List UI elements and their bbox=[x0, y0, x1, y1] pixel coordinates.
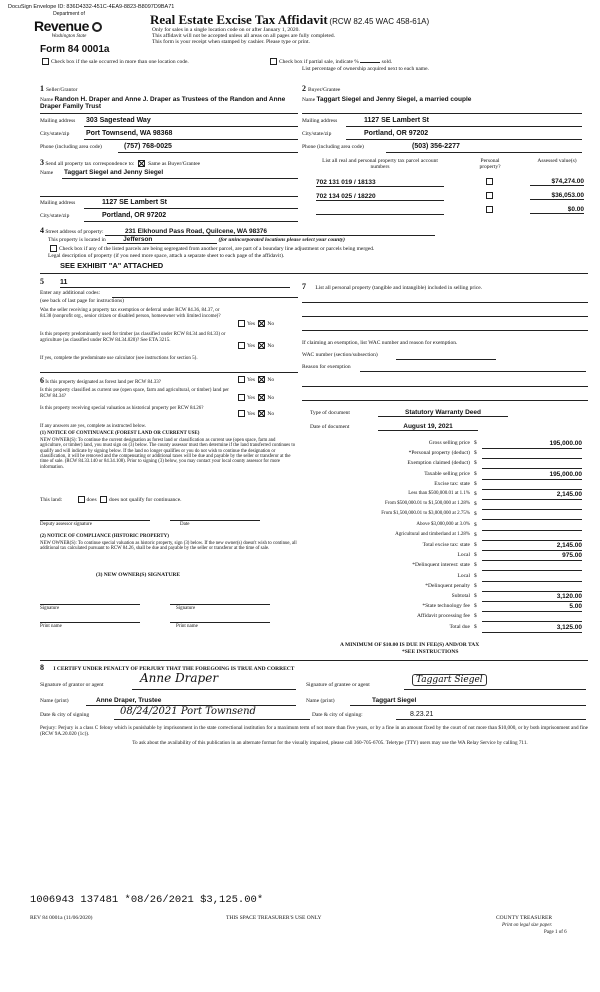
tax-row bbox=[322, 603, 582, 613]
seller-city-value[interactable]: Port Townsend, WA 98368 bbox=[86, 130, 173, 137]
tax-row-value[interactable] bbox=[482, 522, 582, 531]
section7-row bbox=[302, 282, 588, 291]
section3-num: 3 bbox=[40, 158, 44, 167]
section3-city-value[interactable]: Portland, OR 97202 bbox=[102, 212, 167, 219]
tax-row-value[interactable] bbox=[482, 501, 582, 510]
seller-num: 1 bbox=[40, 84, 44, 93]
availability-text: To ask about the availability of this publication in an alternate format for the visually impaired, please call 360-705-6705. Teletype (TTY) users may use the WA Relay Service by calling 711. bbox=[132, 740, 528, 746]
q2-no-checkbox[interactable] bbox=[258, 342, 265, 349]
parcel-number[interactable]: 702 134 025 / 18220 bbox=[316, 193, 444, 201]
tax-row-value[interactable]: 3,120.00 bbox=[482, 593, 582, 602]
notice2-title: (2) NOTICE OF COMPLIANCE (HISTORIC PROPERTY) bbox=[40, 534, 169, 539]
seller-name-row bbox=[40, 96, 298, 111]
certify-text: I CERTIFY UNDER PENALTY OF PERJURY THAT THE FOREGOING IS TRUE AND CORRECT bbox=[53, 666, 295, 672]
tax-row-value[interactable] bbox=[482, 450, 582, 459]
does-label: does bbox=[86, 496, 97, 503]
tax-row bbox=[322, 511, 582, 521]
dollar-sign: $ bbox=[474, 440, 477, 446]
dollar-sign: $ bbox=[474, 501, 477, 508]
grantor-date-label: Date & city of signing bbox=[40, 712, 90, 718]
tax-row-value[interactable] bbox=[482, 481, 582, 490]
historic-yes-checkbox[interactable] bbox=[238, 410, 245, 417]
section7-text: List all personal property (tangible and intangible) included in selling price. bbox=[315, 285, 483, 291]
rev-number: REV 84 0001a (11/06/2020) bbox=[30, 915, 93, 921]
grantor-signature[interactable]: Anne Draper bbox=[140, 671, 219, 685]
tax-row-value[interactable]: 2,145.00 bbox=[482, 542, 582, 551]
tax-row bbox=[322, 613, 582, 623]
tax-row bbox=[322, 491, 582, 501]
grantee-date-city[interactable]: 8.23.21 bbox=[410, 711, 434, 718]
dollar-sign: $ bbox=[474, 460, 477, 467]
does-not-label: does not qualify for continuance. bbox=[109, 496, 182, 503]
deputy-date-label: Date bbox=[180, 522, 190, 527]
seller-mail-value[interactable]: 303 Sagestead Way bbox=[86, 117, 151, 124]
buyer-name-value[interactable]: Taggart Siegel and Jenny Siegel, a married couple bbox=[316, 96, 472, 103]
seller-phone-label: Phone (including area code) bbox=[40, 144, 102, 150]
buyer-phone-value[interactable]: (503) 356-2277 bbox=[412, 143, 460, 150]
tax-row-label: Local bbox=[457, 552, 470, 559]
buyer-mail-value[interactable]: 1127 SE Lambert St bbox=[364, 117, 429, 124]
tax-row-value[interactable]: 195,000.00 bbox=[482, 471, 582, 480]
assessed-header: Assessed value(s) bbox=[537, 158, 577, 164]
header-note-3: This form is your receipt when stamped by cashier. Please type or print. bbox=[152, 39, 310, 45]
section4-num: 4 bbox=[40, 226, 44, 235]
tax-row bbox=[322, 624, 582, 634]
envelope-id: DocuSign Envelope ID: 836D4332-451C-4EA9-8823-B8097D9BA71 bbox=[8, 4, 175, 10]
dollar-sign: $ bbox=[474, 552, 477, 559]
dollar-sign: $ bbox=[474, 480, 477, 487]
tax-row bbox=[322, 481, 582, 491]
section8-num: 8 bbox=[40, 663, 44, 672]
tax-row-value[interactable] bbox=[482, 511, 582, 520]
tax-row bbox=[322, 583, 582, 593]
segregated-checkbox[interactable] bbox=[50, 245, 57, 252]
section6-num: 6 bbox=[40, 376, 44, 385]
buyer-city-value[interactable]: Portland, OR 97202 bbox=[364, 130, 429, 137]
yes-label: Yes bbox=[247, 394, 256, 401]
seller-section bbox=[40, 84, 290, 93]
section4-address-row bbox=[40, 226, 435, 236]
section6-q3: Is this property receiving special valuation as historical property per RCW 84.26? bbox=[40, 406, 204, 411]
tax-row-label: Above $3,000,000 at 3.0% bbox=[416, 521, 470, 527]
revenue-text: Revenue bbox=[34, 17, 89, 34]
buyer-name-label: Name bbox=[302, 97, 316, 103]
historic-no-checkbox[interactable] bbox=[258, 410, 265, 417]
treasurer-use-label: THIS SPACE TREASURER'S USE ONLY bbox=[226, 915, 322, 921]
dollar-sign: $ bbox=[474, 593, 477, 599]
dollar-sign: $ bbox=[474, 613, 477, 620]
tax-row bbox=[322, 593, 582, 603]
revenue-emblem-icon bbox=[92, 22, 102, 32]
county-treasurer-label: COUNTY TREASURER bbox=[496, 915, 553, 921]
grantee-name-label: Name (print) bbox=[306, 698, 335, 704]
same-as-buyer-checkbox[interactable] bbox=[138, 160, 145, 167]
revenue-logo bbox=[34, 12, 104, 40]
buyer-heading: Buyer/Grantee bbox=[308, 87, 341, 93]
multi-location-label: Check box if the sale occurred in more than one location code. bbox=[51, 58, 189, 65]
doc-type-value[interactable]: Statutory Warranty Deed bbox=[378, 409, 508, 417]
tax-row bbox=[322, 440, 582, 450]
dollar-sign: $ bbox=[474, 521, 477, 528]
no-label: No bbox=[267, 410, 275, 417]
buyer-num: 2 bbox=[302, 84, 306, 93]
tax-row-value[interactable] bbox=[482, 613, 582, 622]
section5-q1: Was the seller receiving a property tax exemption or deferral under RCW 84.36, 84.37, or 84.38 (nonprofit org., senior citizen or disabled person, homeowner with limited income)? bbox=[40, 308, 221, 319]
q2-yes-checkbox[interactable] bbox=[238, 342, 245, 349]
multi-location-check[interactable] bbox=[40, 58, 189, 65]
seller-mail-label: Mailing address bbox=[40, 118, 76, 124]
current-use-yes-checkbox[interactable] bbox=[238, 394, 245, 401]
forest-yes-checkbox[interactable] bbox=[238, 376, 245, 383]
buyer-phone-label: Phone (including area code) bbox=[302, 144, 364, 150]
dollar-sign: $ bbox=[474, 572, 477, 579]
tax-row-label: Total excise tax: state bbox=[422, 542, 470, 548]
section5-num: 5 bbox=[40, 277, 44, 286]
county-select[interactable]: Jefferson bbox=[107, 236, 217, 244]
street-address-value[interactable]: 231 Elkhound Pass Road, Quilcene, WA 98376 bbox=[105, 228, 435, 236]
same-as-buyer-label: Same as Buyer/Grantee bbox=[148, 161, 201, 167]
doc-type-label: Type of document bbox=[310, 410, 350, 416]
notice1-body: NEW OWNER(S): To continue the current designation as forest land or classification as current use (open space, farm and agriculture, or timber) land, you must sign on (3) below. The county assessor must then determine if the land transferred continues to qualify and will indicate by signing below. If the land no longer qualifies or you do not wish to continue the designation or classification, it will be removed and the compensating or additional taxes will be due and payable by the seller or transferor at the time of sale. (RCW 84.33.140 or 84.34.108). Prior to signing (3) below, you may contact your local county assessor for more information. bbox=[40, 438, 296, 470]
current-use-no-checkbox[interactable] bbox=[258, 394, 265, 401]
section6-q2-answers bbox=[236, 394, 274, 401]
section3-row bbox=[40, 158, 200, 167]
see-back-label: (see back of last page for instructions) bbox=[40, 298, 124, 304]
enter-codes-label: Enter any additional codes: bbox=[40, 290, 101, 296]
state-label: Washington State bbox=[51, 33, 87, 39]
tax-row-label: Total due bbox=[449, 623, 470, 630]
section5-q2-answers bbox=[236, 342, 274, 349]
tax-row-label: Agricultural and timberland at 1.28% bbox=[395, 531, 470, 537]
seller-phone-value[interactable]: (757) 768-0025 bbox=[124, 143, 172, 150]
tax-row bbox=[322, 522, 582, 532]
seller-name-label: Name bbox=[40, 97, 54, 103]
this-land-row bbox=[40, 496, 182, 503]
dollar-sign: $ bbox=[474, 623, 477, 630]
multi-location-checkbox[interactable] bbox=[42, 58, 49, 65]
tax-row-value[interactable] bbox=[482, 460, 582, 469]
grantee-date-label: Date & city of signing: bbox=[312, 712, 363, 718]
dollar-sign: $ bbox=[474, 603, 477, 610]
buyer-city-label: City/state/zip bbox=[302, 131, 332, 137]
seller-name-value[interactable]: Randon H. Draper and Anne J. Draper as Trustees of the Randon and Anne Draper Family Trust bbox=[40, 96, 286, 111]
personal-property-header: Personal property? bbox=[479, 158, 501, 171]
new-owner-sig-label-1: Signature bbox=[40, 606, 60, 611]
minimum-note: A MINIMUM OF $10.00 IS DUE IN FEE(S) AND/OR TAX bbox=[340, 642, 480, 648]
tax-row-value[interactable]: 2,145.00 bbox=[482, 491, 582, 500]
parcel-row-1 bbox=[316, 178, 444, 187]
forest-no-checkbox[interactable] bbox=[258, 376, 265, 383]
buyer-section bbox=[302, 84, 340, 93]
buyer-name-row bbox=[302, 96, 592, 103]
dollar-sign: $ bbox=[474, 542, 477, 548]
tax-row-label: Local bbox=[457, 572, 470, 579]
seller-city-label: City/state/zip bbox=[40, 131, 70, 137]
tax-row bbox=[322, 501, 582, 511]
tax-row bbox=[322, 542, 582, 552]
tax-row-value[interactable] bbox=[482, 562, 582, 571]
dollar-sign: $ bbox=[474, 582, 477, 589]
new-owner-print-label-1: Print name bbox=[40, 624, 62, 629]
tax-row-label: *Delinquent interest: state bbox=[412, 562, 470, 569]
grantee-signature[interactable]: Taggart Siegel bbox=[412, 674, 487, 686]
print-legal-note: Print on legal size paper. bbox=[502, 923, 553, 928]
seller-heading: Seller/Grantor bbox=[46, 87, 78, 93]
tax-row-label: *Delinquent penalty bbox=[425, 582, 470, 589]
does-not-checkbox[interactable] bbox=[100, 496, 107, 503]
tax-row-label: Affidavit processing fee bbox=[416, 613, 470, 620]
located-label: This property is located in bbox=[48, 237, 106, 243]
section6-q3-answers bbox=[236, 410, 274, 417]
section6-q1-row bbox=[40, 376, 240, 386]
doc-date-value[interactable]: August 19, 2021 bbox=[378, 423, 478, 431]
section6-q1: Is this property designated as forest land per RCW 84.33? bbox=[45, 380, 161, 385]
segregated-row bbox=[48, 245, 588, 252]
section3-city-label: City/state/zip bbox=[40, 213, 70, 219]
see-instructions-note: *SEE INSTRUCTIONS bbox=[402, 649, 459, 655]
land-use-code[interactable]: 11 bbox=[60, 279, 290, 288]
q1-yes-checkbox[interactable] bbox=[238, 320, 245, 327]
form-title: Real Estate Excise Tax Affidavit bbox=[150, 12, 328, 27]
wac-label: WAC number (section/subsection) bbox=[302, 352, 378, 358]
form-title-block bbox=[150, 13, 590, 28]
q1-no-checkbox[interactable] bbox=[258, 320, 265, 327]
dollar-sign: $ bbox=[474, 450, 477, 457]
partial-sale-sold: sold. bbox=[381, 58, 393, 65]
tax-row-label: From $500,000.01 to $1,500,000 at 1.28% bbox=[385, 501, 470, 507]
grantor-name-label: Name (print) bbox=[40, 698, 69, 704]
tax-row-value[interactable] bbox=[482, 532, 582, 541]
tax-row bbox=[322, 573, 582, 583]
tax-row-label: Less than $500,000.01 at 1.1% bbox=[408, 491, 470, 496]
dollar-sign: $ bbox=[474, 491, 477, 497]
partial-sale-check[interactable] bbox=[268, 58, 392, 65]
tax-row bbox=[322, 562, 582, 572]
section3-text: Send all property tax correspondence to: bbox=[45, 161, 135, 167]
tax-row bbox=[322, 450, 582, 460]
dept-label: Department of bbox=[53, 11, 85, 17]
no-label: No bbox=[267, 320, 275, 327]
tax-row-value[interactable] bbox=[482, 573, 582, 582]
section6-q1-answers bbox=[236, 376, 274, 383]
tax-row bbox=[322, 460, 582, 470]
no-label: No bbox=[267, 342, 275, 349]
parcel-number[interactable]: 702 131 019 / 18133 bbox=[316, 179, 444, 187]
header-note-2: This affidavit will not be accepted unless all areas on all pages are fully completed. bbox=[152, 33, 336, 39]
form-title-suffix: (RCW 82.45 WAC 458-61A) bbox=[329, 17, 430, 26]
yes-label: Yes bbox=[247, 342, 256, 349]
parcel-row-2 bbox=[316, 192, 444, 201]
treasurer-stamp: 1006943 137481 *08/26/2021 $3,125.00* bbox=[30, 894, 264, 906]
new-owner-sig-title: (3) NEW OWNER(S) SIGNATURE bbox=[96, 572, 180, 578]
no-label: No bbox=[267, 376, 275, 383]
section3-mail-label: Mailing address bbox=[40, 200, 76, 206]
grantee-name-value[interactable]: Taggart Siegel bbox=[372, 697, 417, 704]
if-yes-note: If any answers are yes, complete as instructed below. bbox=[40, 424, 147, 429]
parcel-row-3 bbox=[316, 206, 444, 217]
new-owner-sig-label-2: Signature bbox=[176, 606, 196, 611]
tax-row-label: *Personal property (deduct) bbox=[408, 450, 470, 457]
perjury-text: Perjury: Perjury is a class C felony which is punishable by imprisonment in the state correctional institution for a maximum term of not more than five years, or by a fine in an amount fixed by the court of not more than $10,000, or by both imprisonment and fine (RCW 9A.20.020 (1c)). bbox=[40, 725, 588, 737]
partial-sale-pct-field[interactable] bbox=[360, 62, 380, 63]
buyer-mail-label: Mailing address bbox=[302, 118, 338, 124]
assessed-value[interactable]: $0.00 bbox=[530, 206, 584, 214]
form-number: Form 84 0001a bbox=[40, 44, 110, 55]
partial-sale-checkbox[interactable] bbox=[270, 58, 277, 65]
this-land-label: This land: bbox=[40, 496, 63, 503]
header-note-1: Only for sales in a single location code on or after January 1, 2020. bbox=[152, 27, 300, 33]
deputy-sig-label: Deputy assessor signature bbox=[40, 522, 92, 527]
legal-description-label: Legal description of property (if you need more space, attach a separate sheet to each page of the affidavit). bbox=[48, 253, 285, 259]
section5-q2: Is this property predominantly used for timber (as classified under RCW 84.34 and 84.33) or agriculture (as classified under RCW 84.34.020)? See ETA 3215. bbox=[40, 332, 226, 343]
assessed-value[interactable]: $36,053.00 bbox=[530, 192, 584, 200]
tax-row-value[interactable]: 3,125.00 bbox=[482, 624, 582, 633]
page-number: Page 1 of 6 bbox=[544, 930, 567, 935]
tax-row-label: Taxable selling price bbox=[424, 470, 470, 477]
yes-label: Yes bbox=[247, 320, 256, 327]
section3-name-value[interactable]: Taggart Siegel and Jenny Siegel bbox=[64, 169, 164, 176]
partial-sale-label: Check box if partial sale, indicate % bbox=[279, 58, 359, 65]
tax-row-value[interactable]: 5.00 bbox=[482, 603, 582, 612]
personal-property-checkbox-1[interactable] bbox=[486, 178, 493, 185]
legal-description-value[interactable]: SEE EXHIBIT "A" ATTACHED bbox=[60, 261, 164, 270]
tax-row-value[interactable]: 975.00 bbox=[482, 552, 582, 561]
doc-date-label: Date of document bbox=[310, 424, 350, 430]
grantor-sig-label: Signature of grantor or agent bbox=[40, 682, 104, 688]
exemption-note: If claiming an exemption, list WAC number and reason for exemption. bbox=[302, 340, 458, 346]
list-pct-note: List percentage of ownership acquired next to each name. bbox=[302, 66, 429, 72]
dollar-sign: $ bbox=[474, 470, 477, 477]
tax-row-value[interactable] bbox=[482, 583, 582, 592]
tax-row-label: Gross selling price bbox=[428, 440, 470, 446]
dollar-sign: $ bbox=[474, 562, 477, 569]
assessed-value[interactable]: $74,274.00 bbox=[530, 178, 584, 186]
section5-q2b: If yes, complete the predominate use calculator (see instructions for section 5). bbox=[40, 356, 198, 361]
segregated-label: Check box if any of the listed parcels are being segregated from another parcel, are part of a boundary line adjustment or parcels being merged. bbox=[59, 245, 375, 252]
grantor-date-city[interactable]: 08/24/2021 Port Townsend bbox=[120, 706, 256, 717]
unincorporated-note: (for unincorporated locations please select your county) bbox=[218, 237, 345, 243]
tax-row bbox=[322, 532, 582, 542]
section3-name-label: Name bbox=[40, 170, 54, 176]
personal-property-checkbox-3[interactable] bbox=[486, 206, 493, 213]
tax-row-value[interactable]: 195,000.00 bbox=[482, 440, 582, 449]
yes-label: Yes bbox=[247, 410, 256, 417]
section6-q2: Is this property classified as current use (open space, farm and agricultural, or timber) land per RCW 84.34? bbox=[40, 388, 229, 399]
grantor-name-value[interactable]: Anne Draper, Trustee bbox=[96, 697, 162, 704]
tax-row-label: Subtotal bbox=[451, 593, 470, 599]
tax-row bbox=[322, 471, 582, 481]
section7-num: 7 bbox=[302, 282, 306, 291]
section5-q1-answers bbox=[236, 320, 274, 327]
tax-row-label: From $1,500,000.01 to $3,000,000 at 2.75% bbox=[381, 511, 470, 517]
section5-row bbox=[40, 277, 290, 288]
revenue-wordmark bbox=[34, 18, 104, 34]
new-owner-print-label-2: Print name bbox=[176, 624, 198, 629]
no-label: No bbox=[267, 394, 275, 401]
notice2-body: NEW OWNER(S): To continue special valuation as historic property, sign (3) below. If the new owner(s) doesn't wish to continue, all additional tax calculated pursuant to RCW 84.26, shall be due and payable by the seller or transferor at the time of sale. bbox=[40, 541, 297, 552]
yes-label: Yes bbox=[247, 376, 256, 383]
tax-row-label: Exemption claimed (deduct) bbox=[407, 460, 470, 467]
grantee-sig-label: Signature of grantee or agent bbox=[306, 682, 370, 688]
parcel-number[interactable] bbox=[316, 206, 444, 215]
tax-row-label: *State technology fee bbox=[422, 603, 470, 610]
tax-row-label: Excise tax: state bbox=[434, 480, 470, 487]
does-checkbox[interactable] bbox=[78, 496, 85, 503]
section3-mail-value[interactable]: 1127 SE Lambert St bbox=[102, 199, 167, 206]
parcel-header: List all real and personal property tax parcel account numbers bbox=[322, 158, 438, 171]
located-row bbox=[48, 236, 345, 244]
personal-property-checkbox-2[interactable] bbox=[486, 192, 493, 199]
street-address-label: Street address of property: bbox=[45, 229, 104, 235]
notice1-title: (1) NOTICE OF CONTINUANCE (FOREST LAND OR CURRENT USE) bbox=[40, 431, 200, 436]
dollar-sign: $ bbox=[474, 531, 477, 538]
reason-label: Reason for exemption bbox=[302, 364, 351, 370]
tax-row bbox=[322, 552, 582, 562]
dollar-sign: $ bbox=[474, 511, 477, 518]
